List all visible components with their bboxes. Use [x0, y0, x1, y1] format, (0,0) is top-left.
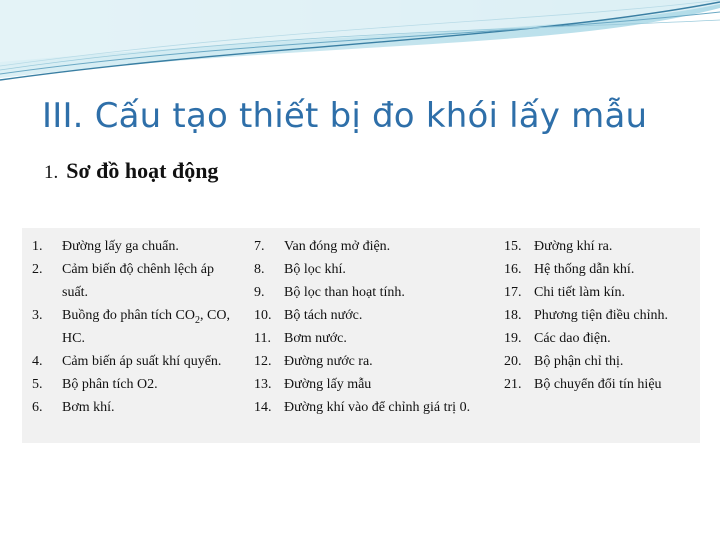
list-item: [32, 373, 242, 396]
list-item-text-part: Buồng đo phân tích CO: [62, 308, 195, 323]
list-item-text: Các dao điện.: [534, 331, 611, 346]
list-item-subscript: 2: [195, 314, 200, 326]
list-item-text: Cảm biến áp suất khí quyển.: [62, 354, 222, 369]
slide-title: III. Cấu tạo thiết bị đo khói lấy mẫu: [42, 96, 648, 136]
section-title: Sơ đồ hoạt động: [66, 158, 219, 183]
list-item-number: 15.: [504, 239, 522, 254]
header-wave-decoration: [0, 0, 720, 90]
list-item: [504, 304, 700, 327]
list-item-text-tail: , CO, HC.: [62, 308, 230, 346]
list-item-text: Bộ lọc khí.: [284, 262, 346, 277]
list-item-number: 8.: [254, 262, 265, 277]
list-item: [504, 235, 700, 258]
legend-column-2: [254, 235, 484, 419]
list-item-text: Bộ phân tích O2.: [62, 377, 158, 392]
legend-column-1: [32, 235, 242, 419]
list-item: [254, 327, 484, 350]
list-item-number: 9.: [254, 285, 265, 300]
list-item-number: 5.: [32, 377, 43, 392]
list-item-number: 21.: [504, 377, 522, 392]
list-item: [254, 281, 484, 304]
list-item-number: 16.: [504, 262, 522, 277]
list-item: [254, 350, 484, 373]
legend-list-box: [22, 228, 700, 443]
legend-column-3: [504, 235, 700, 396]
list-item-number: 4.: [32, 354, 43, 369]
list-item: [254, 235, 484, 258]
list-item-text: [62, 304, 242, 350]
list-item-number: 2.: [32, 262, 43, 277]
list-item-number: 14.: [254, 400, 272, 415]
section-heading: [44, 158, 218, 184]
list-item-number: 18.: [504, 308, 522, 323]
list-item-number: 20.: [504, 354, 522, 369]
list-item-text: Đường nước ra.: [284, 354, 373, 369]
list-item: [504, 327, 700, 350]
list-item: [32, 350, 242, 373]
list-item-text: Đường lấy mẫu: [284, 377, 372, 392]
list-item: [504, 373, 700, 396]
list-item-text: Bộ tách nước.: [284, 308, 363, 323]
list-item: [504, 281, 700, 304]
list-item-number: 13.: [254, 377, 272, 392]
list-item-text: Bộ chuyển đổi tín hiệu: [534, 377, 662, 392]
list-item-number: 3.: [32, 308, 43, 323]
list-item: [254, 373, 484, 396]
list-item-text: Đường lấy ga chuẩn.: [62, 239, 179, 254]
list-item: [254, 258, 484, 281]
list-item-number: 7.: [254, 239, 265, 254]
list-item-number: 6.: [32, 400, 43, 415]
list-item-text: Bộ phận chỉ thị.: [534, 354, 624, 369]
list-item: [32, 304, 242, 350]
list-item: [32, 396, 242, 419]
list-item-text: Phương tiện điều chỉnh.: [534, 308, 668, 323]
list-item-number: 17.: [504, 285, 522, 300]
list-item: [32, 258, 242, 304]
list-item-text: Đường khí ra.: [534, 239, 613, 254]
list-item-text: Hệ thống dẫn khí.: [534, 262, 635, 277]
list-item-number: 11.: [254, 331, 271, 346]
list-item: [32, 235, 242, 258]
list-item-text: Đường khí vào để chỉnh giá trị 0.: [284, 400, 471, 415]
list-item-text: Chi tiết làm kín.: [534, 285, 625, 300]
list-item-number: 1.: [32, 239, 43, 254]
list-item: [504, 258, 700, 281]
list-item-number: 10.: [254, 308, 272, 323]
list-item-number: 19.: [504, 331, 522, 346]
section-number: 1.: [44, 162, 59, 183]
list-item-text: Van đóng mở điện.: [284, 239, 391, 254]
list-item-text: Bơm khí.: [62, 400, 115, 415]
list-item: [504, 350, 700, 373]
list-item-text: Cảm biến độ chênh lệch áp suất.: [62, 262, 215, 300]
list-item-text: Bộ lọc than hoạt tính.: [284, 285, 405, 300]
list-item: [254, 304, 484, 327]
list-item-text: Bơm nước.: [284, 331, 347, 346]
list-item-number: 12.: [254, 354, 272, 369]
list-item: [254, 396, 484, 419]
